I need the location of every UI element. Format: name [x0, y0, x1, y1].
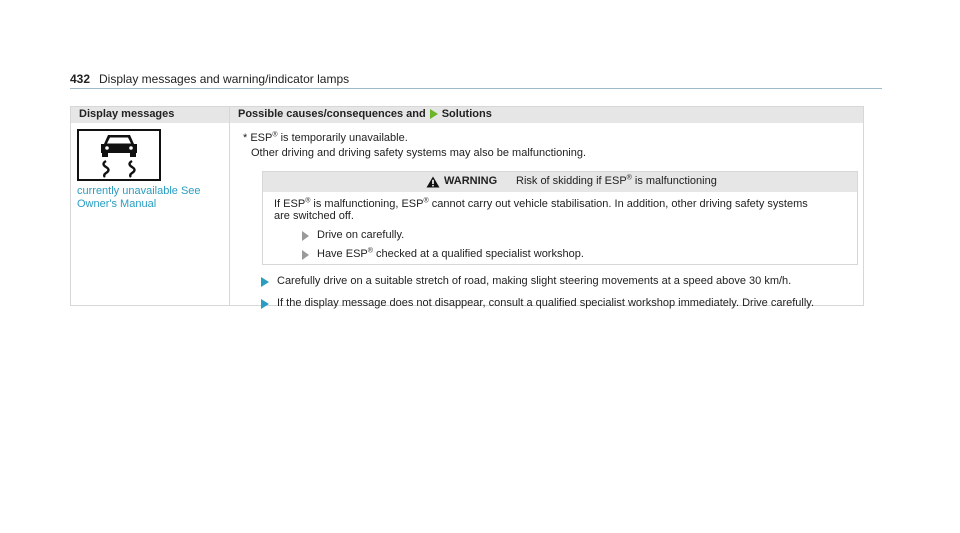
warning-subtitle	[516, 175, 717, 188]
registered-mark: ®	[626, 174, 632, 182]
warning-body-a: If ESP	[274, 198, 306, 210]
col-header-causes-label: Possible causes/consequences and	[238, 108, 426, 120]
warning-body-c: cannot carry out vehicle stabilisation. In addition, other driving safety systems	[431, 198, 808, 210]
warning-body-line-2: are switched off.	[274, 210, 354, 222]
solution-step-2	[261, 297, 814, 310]
warning-text-b: is malfunctioning	[634, 175, 717, 187]
registered-mark: ®	[423, 197, 429, 205]
col-header-causes-solutions	[238, 108, 492, 120]
page-header	[70, 72, 882, 89]
warning-step-2-b: checked at a qualified specialist workshop.	[375, 248, 584, 260]
esp-label: ESP	[250, 132, 273, 144]
display-message-text: currently unavailable See Owner's Manual	[77, 185, 201, 210]
causes-solutions-cell	[229, 123, 865, 307]
cause-line-2: Other driving and driving safety systems may also be malfunctioning.	[251, 147, 587, 159]
warning-step-2-text	[317, 248, 584, 261]
display-messages-table	[70, 106, 864, 309]
play-arrow-icon	[302, 250, 309, 260]
warning-body-b: is malfunctioning, ESP	[313, 198, 424, 210]
warning-step-2	[302, 248, 584, 261]
warning-box	[262, 171, 858, 265]
warning-triangle-icon	[426, 176, 440, 188]
warning-title: WARNING	[444, 175, 498, 187]
footnote-marker: *	[243, 132, 248, 144]
warning-step-2-a: Have ESP	[317, 248, 368, 260]
registered-mark: ®	[305, 197, 311, 205]
warning-step-1-text: Drive on carefully.	[317, 229, 405, 241]
col-header-display-messages: Display messages	[79, 108, 175, 120]
page-heading: Display messages and warning/indicator lamps	[99, 72, 350, 86]
table-header-row	[71, 107, 863, 123]
play-arrow-icon	[261, 299, 269, 309]
col-header-solutions-label: Solutions	[441, 108, 492, 120]
page-number: 432	[70, 72, 91, 86]
play-arrow-icon	[261, 277, 269, 287]
warning-text-a: Risk of skidding if ESP	[516, 175, 627, 187]
play-arrow-icon	[430, 109, 438, 119]
cause-line	[243, 132, 408, 145]
solution-step-1	[261, 275, 791, 288]
warning-body-line-1	[274, 198, 808, 211]
esp-skid-icon	[77, 129, 161, 181]
play-arrow-icon	[302, 231, 309, 241]
registered-mark: ®	[367, 247, 373, 255]
registered-mark: ®	[272, 131, 278, 139]
solution-step-2-text: If the display message does not disappear, consult a qualified specialist workshop immediately. Drive carefully.	[277, 297, 815, 309]
solution-step-1-text: Carefully drive on a suitable stretch of road, making slight steering movements at a speed above 30 km/h.	[277, 275, 792, 287]
warning-header	[263, 172, 857, 192]
warning-step-1	[302, 229, 404, 242]
cause-text: is temporarily unavailable.	[280, 132, 408, 144]
